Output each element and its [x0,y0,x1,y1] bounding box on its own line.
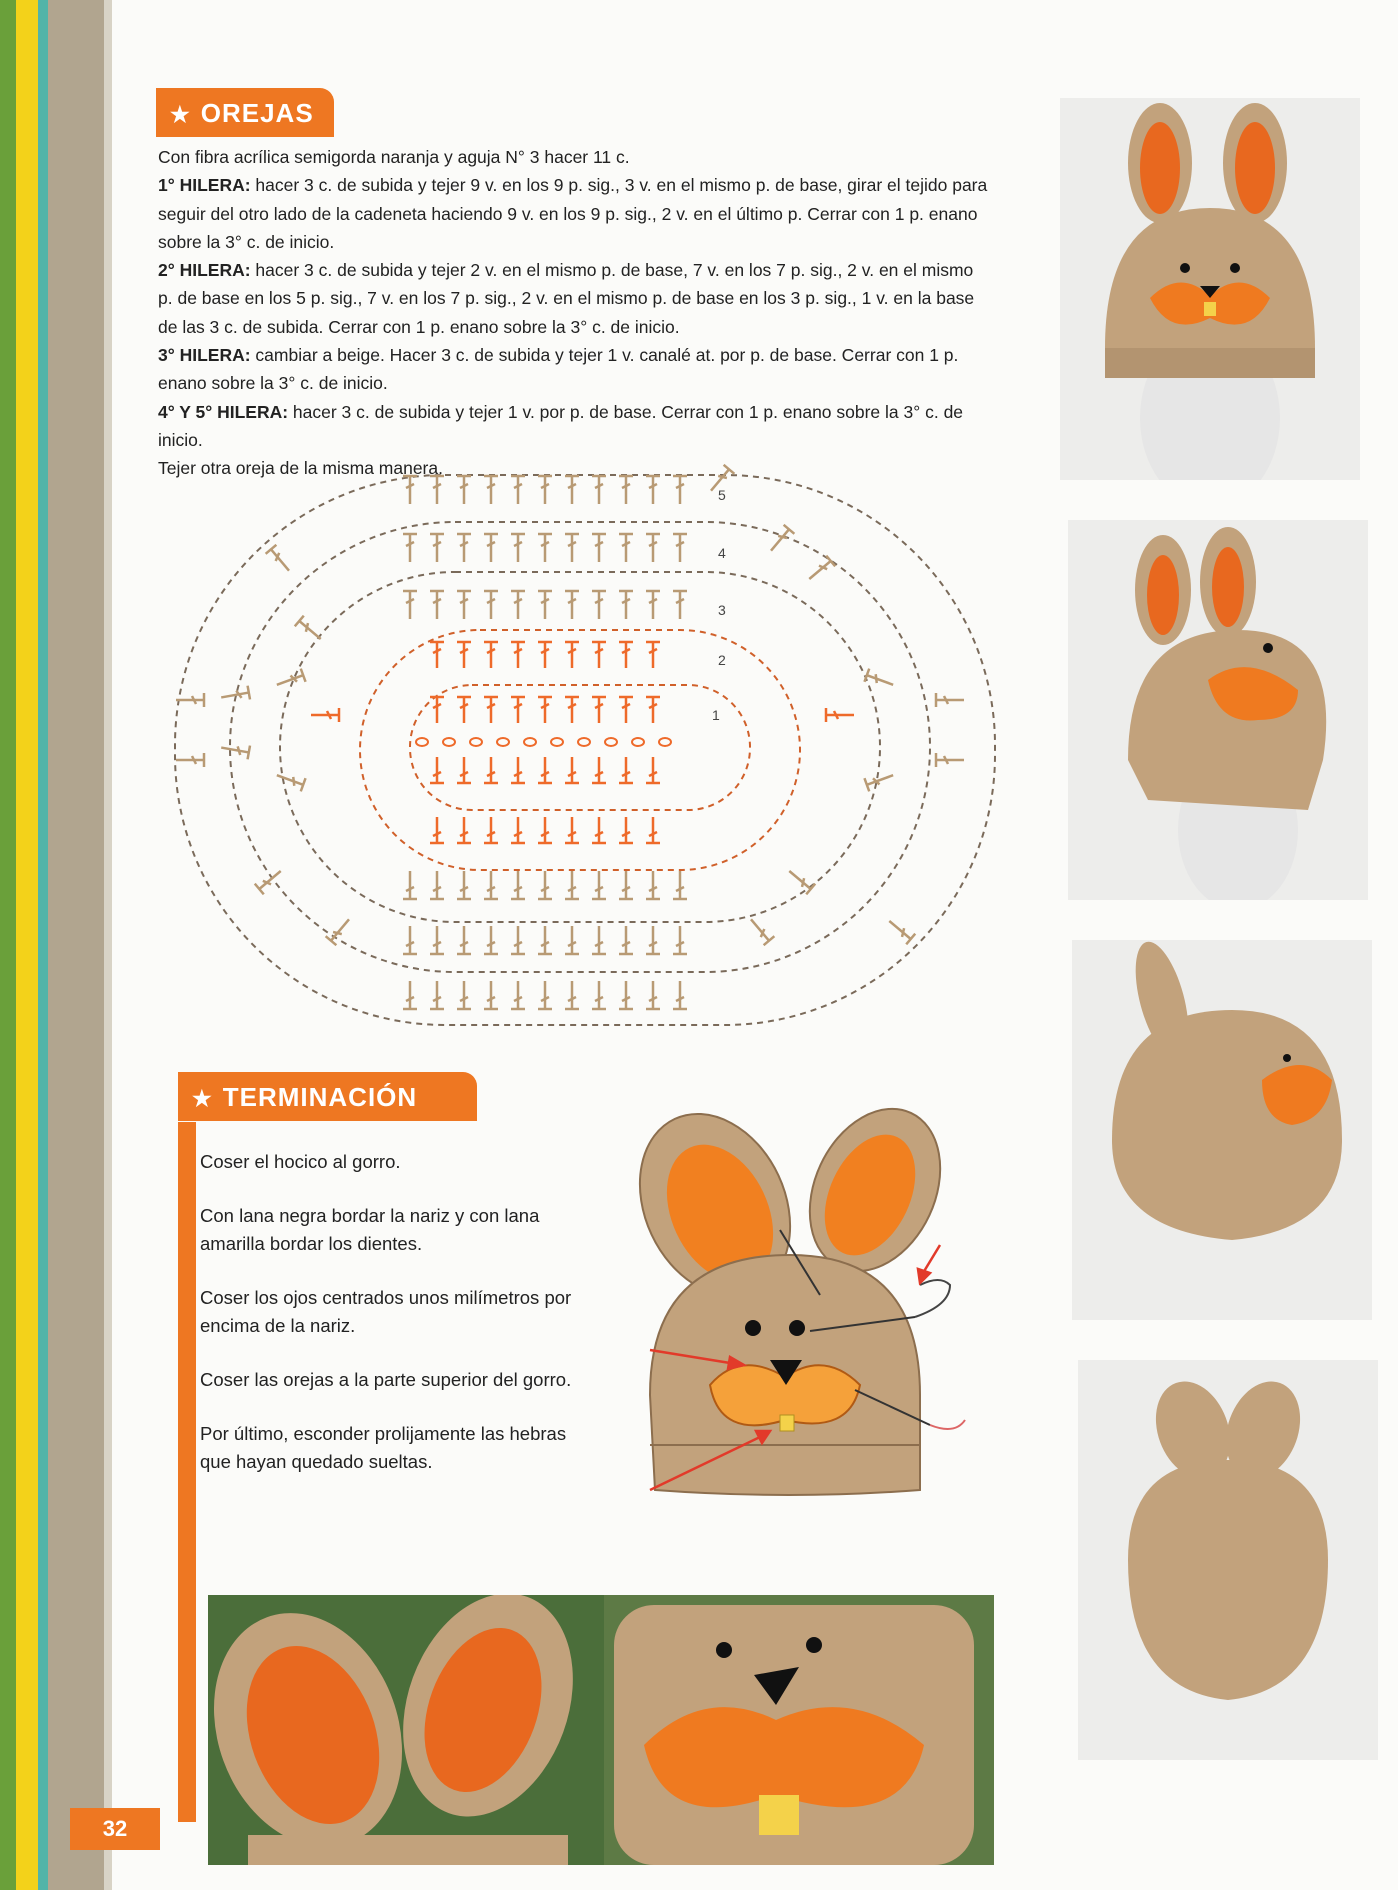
stitch-symbol [457,476,471,504]
book-edge-teal [38,0,48,1890]
stitch-symbol [457,981,471,1009]
stitch-symbol [766,525,795,555]
hat-side-illustration [1068,520,1368,900]
stitch-symbol [403,871,417,899]
row-2-text: hacer 3 c. de subida y tejer 2 v. en el mismo p. de base, 7 v. en los 7 p. sig., 2 v. en el mismo p. de base en los 5 p. sig., 7 v. en los 7 p. sig., 2 v. en el mismo p. de base en los 3 p. sig., 1 v. en la base de las 3 c. de subida. Cerrar con 1 p. enano sobre la 3° c. de inicio. [158,260,975,337]
stitch-symbol [646,871,660,899]
stitch-symbol [484,817,498,843]
stitch-symbol [565,871,579,899]
stitch-symbol [646,534,660,562]
stitch-symbol [619,926,633,954]
hat-back-illustration [1078,1360,1378,1760]
orejas-heading [156,88,334,137]
stitch-symbol [176,693,204,707]
stitch-symbol [592,926,606,954]
stitch-symbol [673,926,687,954]
stitch-symbol [457,926,471,954]
stitch-symbol [220,741,250,760]
stitch-symbol [484,476,498,504]
stitch-symbol [785,866,815,895]
stitch-symbol [673,591,687,619]
stitch-symbol [484,534,498,562]
chain-stitch [443,738,455,746]
stitch-symbol [619,817,633,843]
stitch-symbol [936,753,964,767]
round-1-outline [410,685,750,810]
stitch-symbol [430,534,444,562]
stitch-symbol [430,981,444,1009]
stitch-symbol [176,753,204,767]
stitch-symbol [484,757,498,783]
orejas-intro: Con fibra acrílica semigorda naranja y aguja N° 3 hacer 11 c. [158,147,630,167]
stitch-symbol [538,926,552,954]
row-number-5: 5 [718,487,726,503]
stitch-symbol [457,817,471,843]
stitch-symbol [255,866,285,895]
stitch-symbol [511,534,525,562]
stitch-symbol [885,916,915,945]
stitch-symbol [936,693,964,707]
stitch-symbol [592,871,606,899]
detail-photo-ears [208,1595,604,1865]
stitch-symbol [511,817,525,843]
stitch-symbol [511,697,525,723]
stitch-symbol [619,697,633,723]
stitch-symbol [538,871,552,899]
stitch-symbol [565,534,579,562]
stitch-symbol [646,591,660,619]
stitch-symbol [619,871,633,899]
row-number-4: 4 [718,545,726,561]
stitch-symbol [565,591,579,619]
stitch-symbol [565,981,579,1009]
stitch-symbol [592,591,606,619]
ears-detail-illustration [208,1595,604,1865]
hat-photo-back-side [1072,940,1372,1320]
stitch-symbol [646,817,660,843]
stitch-symbol [619,757,633,783]
stitch-symbol [538,591,552,619]
stitch-symbol [673,981,687,1009]
stitch-symbol [646,757,660,783]
terminacion-heading-label: TERMINACIÓN [222,1082,418,1112]
page-number: 32 [70,1808,160,1850]
stitch-symbol [619,591,633,619]
chain-stitch [416,738,428,746]
teeth [780,1415,794,1431]
orejas-heading-label: OREJAS [200,98,314,128]
stitch-symbol [403,476,417,504]
book-edge-green [0,0,16,1890]
hat-back-side-illustration [1072,940,1372,1320]
book-edge-gray [48,0,112,1890]
stitch-symbol [592,476,606,504]
stitch-symbol [403,926,417,954]
stitch-symbol [484,697,498,723]
stitch-symbol [592,981,606,1009]
stitch-symbol [592,757,606,783]
stitch-symbol [457,757,471,783]
row-3-text: cambiar a beige. Hacer 3 c. de subida y tejer 1 v. canalé at. por p. de base. Cerrar con 1 p. enano sobre la 3° c. de inicio. [158,345,959,394]
book-edge-shadow [104,0,112,1890]
detail-photo-face [604,1595,994,1865]
step-3: Coser los ojos centrados unos milímetros por encima de la nariz. [200,1287,572,1336]
stitch-symbol [484,591,498,619]
stitch-symbol [430,591,444,619]
stitch-symbol [511,591,525,619]
stitch-symbol [430,926,444,954]
stitch-symbol [484,926,498,954]
stitch-symbol [326,915,355,945]
stitch-symbol [619,642,633,668]
orejas-closing: Tejer otra oreja de la misma manera. [158,458,443,479]
stitch-symbol [673,871,687,899]
face-detail-illustration [604,1595,994,1865]
stitch-symbol [565,817,579,843]
stitch-symbol [403,534,417,562]
stitch-symbol [403,981,417,1009]
stitch-symbol [220,686,250,705]
row-1-text: hacer 3 c. de subida y tejer 9 v. en los 9 p. sig., 3 v. en el mismo p. de base, girar el tejido para seguir del otro lado de la cadeneta haciendo 9 v. en los 9 p. sig., 2 v. en el último p. Cerrar con 1 p. enano sobre la 3° c. de inicio. [158,175,988,252]
stitch-symbol [457,534,471,562]
stitch-symbol [430,697,444,723]
stitch-symbol [484,871,498,899]
stitch-symbol [538,697,552,723]
chain-stitch [551,738,563,746]
row-number-1: 1 [712,707,720,723]
orejas-instructions [158,143,988,483]
stitch-symbol [673,534,687,562]
stitch-symbol [565,476,579,504]
stitch-symbol [511,476,525,504]
stitch-symbol [430,476,444,504]
row-1 [158,171,988,256]
hat-photo-front [1060,98,1360,480]
stitch-symbol [646,697,660,723]
stitch-symbol [403,591,417,619]
terminacion-frame-bar [178,1122,196,1822]
stitch-symbol [484,642,498,668]
terminacion-heading [178,1072,477,1121]
stitch-symbol [511,642,525,668]
stitch-symbol [457,591,471,619]
row-number-2: 2 [718,652,726,668]
stitch-symbol [805,556,835,585]
row-2-label: 2° HILERA: [158,260,251,281]
round-4-outline [230,522,930,972]
stitch-symbol [457,642,471,668]
stitch-symbol [457,871,471,899]
stitch-symbol [538,534,552,562]
star-icon: ★ [170,102,191,127]
stitch-symbol [511,871,525,899]
chain-stitch [578,738,590,746]
eye-left [745,1320,761,1336]
stitch-symbol [311,708,339,722]
chain-stitch [524,738,536,746]
stitch-symbol [565,757,579,783]
stitch-symbol [565,697,579,723]
stitch-symbol [673,476,687,504]
stitch-symbol [864,769,895,792]
stitch-symbol [592,642,606,668]
chain-stitch [497,738,509,746]
stitch-symbol [538,817,552,843]
round-5-outline [175,475,995,1025]
row-1-label: 1° HILERA: [158,175,251,196]
hat-photo-side [1068,520,1368,900]
hat-front-illustration [1060,98,1360,480]
stitch-symbol [646,476,660,504]
row-4-5-text: hacer 3 c. de subida y tejer 1 v. por p. de base. Cerrar con 1 p. enano sobre la 3° c. de inicio. [158,401,964,450]
stitch-symbol [646,981,660,1009]
stitch-symbol [430,757,444,783]
step-2: Con lana negra bordar la nariz y con lana amarilla bordar los dientes. [200,1205,540,1254]
step-5: Por último, esconder prolijamente las hebras que hayan quedado sueltas. [200,1423,567,1472]
stitch-symbol [511,981,525,1009]
stitch-symbol [592,534,606,562]
chain-stitch [632,738,644,746]
row-3 [158,341,988,398]
stitch-symbol [457,697,471,723]
stitch-symbol [295,616,325,645]
row-3-label: 3° HILERA: [158,345,251,366]
stitch-symbol [746,915,775,945]
stitch-symbol [538,476,552,504]
step-1: Coser el hocico al gorro. [200,1151,401,1172]
stitch-symbol [266,545,295,575]
hat-photo-back [1078,1360,1378,1760]
stitch-symbol [619,476,633,504]
stitch-symbol [511,926,525,954]
stitch-symbol [274,669,305,692]
chain-stitch [605,738,617,746]
stitch-diagram [160,460,1010,1040]
step-4: Coser las orejas a la parte superior del gorro. [200,1369,572,1390]
stitch-symbol [430,817,444,843]
stitch-symbol [484,981,498,1009]
stitch-symbol [430,871,444,899]
stitch-symbol [565,642,579,668]
row-4-5-label: 4° Y 5° HILERA: [158,401,289,422]
stitch-symbol [592,697,606,723]
stitch-symbol [538,981,552,1009]
chain-stitch [470,738,482,746]
chain-stitch [659,738,671,746]
stitch-symbol [274,769,305,792]
book-edge-yellow [16,0,38,1890]
row-2 [158,256,988,341]
star-icon-2: ★ [192,1086,213,1111]
stitch-symbol [511,757,525,783]
stitch-symbol [619,981,633,1009]
eye-right [789,1320,805,1336]
terminacion-steps [200,1148,580,1502]
stitch-symbol [646,926,660,954]
stitch-symbol [592,817,606,843]
stitch-symbol [430,642,444,668]
stitch-symbol [565,926,579,954]
stitch-marks [176,465,964,1009]
stitch-symbol [538,642,552,668]
round-2-outline [360,630,800,870]
row-number-3: 3 [718,602,726,618]
stitch-symbol [538,757,552,783]
stitch-symbol [619,534,633,562]
stitch-symbol [826,708,854,722]
stitch-symbol [646,642,660,668]
row-4-5 [158,398,988,455]
assembly-illustration [620,1095,980,1515]
